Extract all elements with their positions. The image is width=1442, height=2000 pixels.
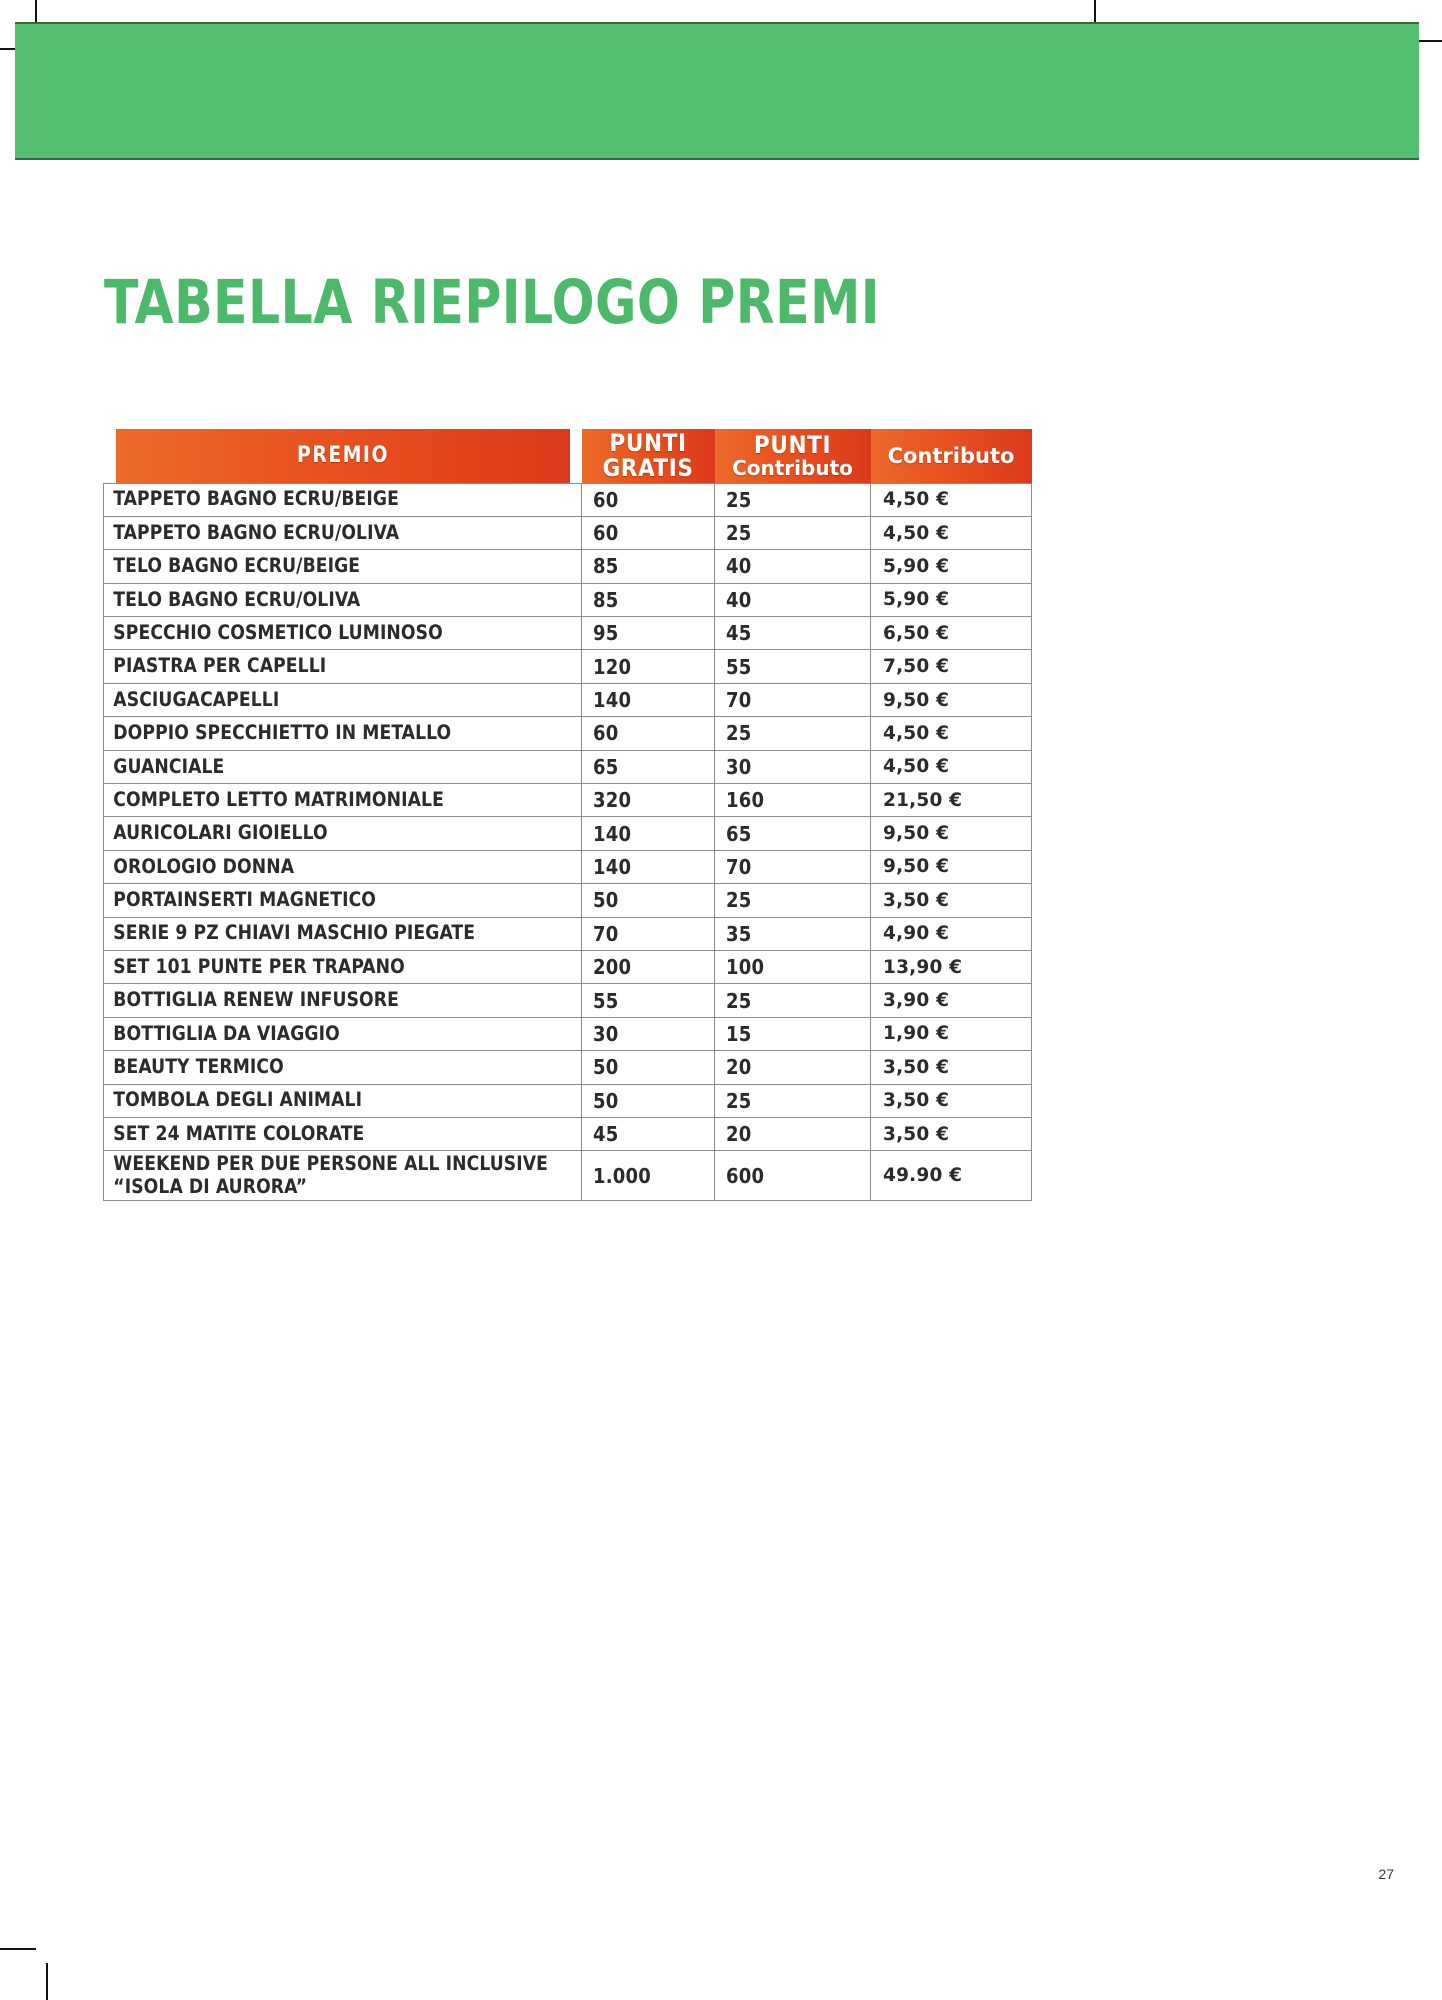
prize-summary-table (103, 429, 1032, 1201)
cell-punti-gratis: 70 (582, 917, 715, 950)
cell-punti-contributo: 35 (715, 917, 871, 950)
cell-punti-gratis: 140 (582, 850, 715, 883)
cell-premio: AURICOLARI GIOIELLO (104, 817, 572, 850)
cell-punti-contributo: 25 (715, 984, 871, 1017)
cell-premio: TELO BAGNO ECRU/BEIGE (104, 550, 572, 583)
cell-premio: SET 24 MATITE COLORATE (104, 1117, 572, 1150)
cell-premio: SERIE 9 PZ CHIAVI MASCHIO PIEGATE (104, 917, 572, 950)
cell-contributo: 3,50 € (871, 1117, 1032, 1150)
cell-contributo: 4,50 € (871, 750, 1032, 783)
page-number: 27 (1378, 1866, 1394, 1882)
cell-premio: SET 101 PUNTE PER TRAPANO (104, 950, 572, 983)
cell-punti-gratis: 45 (582, 1117, 715, 1150)
table-row (104, 850, 1032, 883)
table-row (104, 917, 1032, 950)
table-row (104, 550, 1032, 583)
cell-punti-contributo: 600 (715, 1151, 871, 1201)
cell-punti-gratis: 65 (582, 750, 715, 783)
cell-punti-contributo: 55 (715, 650, 871, 683)
cell-contributo: 21,50 € (871, 784, 1032, 817)
cell-punti-gratis: 60 (582, 717, 715, 750)
table-row (104, 483, 1032, 516)
cell-contributo: 9,50 € (871, 683, 1032, 716)
table-row (104, 617, 1032, 650)
prize-table-container (103, 429, 1031, 1201)
cell-punti-gratis: 50 (582, 1051, 715, 1084)
column-header-contributo: Contributo (871, 429, 1032, 483)
cell-premio-line2: “ISOLA DI AURORA” (112, 1174, 307, 1198)
crop-mark-bottom-left-vertical (46, 1963, 48, 2000)
cell-punti-contributo: 40 (715, 583, 871, 616)
cell-contributo: 3,50 € (871, 1084, 1032, 1117)
table-row (104, 1151, 1032, 1201)
table-row (104, 717, 1032, 750)
cell-contributo: 5,90 € (871, 550, 1032, 583)
column-header-punti-gratis (582, 429, 715, 483)
cell-contributo: 7,50 € (871, 650, 1032, 683)
cell-punti-contributo: 25 (715, 884, 871, 917)
cell-punti-contributo: 30 (715, 750, 871, 783)
cell-punti-gratis: 200 (582, 950, 715, 983)
cell-punti-gratis: 140 (582, 817, 715, 850)
cell-punti-contributo: 160 (715, 784, 871, 817)
crop-mark-bottom-left-horizontal (0, 1948, 36, 1950)
cell-punti-contributo: 20 (715, 1117, 871, 1150)
column-header-punti-contributo (715, 429, 871, 483)
cell-contributo: 9,50 € (871, 850, 1032, 883)
cell-premio: COMPLETO LETTO MATRIMONIALE (104, 784, 572, 817)
cell-premio: PIASTRA PER CAPELLI (104, 650, 572, 683)
cell-contributo: 4,90 € (871, 917, 1032, 950)
table-header-row (104, 429, 1032, 483)
table-header (104, 429, 1032, 483)
cell-premio: BOTTIGLIA RENEW INFUSORE (104, 984, 572, 1017)
table-row (104, 516, 1032, 549)
cell-premio: TAPPETO BAGNO ECRU/BEIGE (104, 483, 572, 516)
cell-premio-line1: WEEKEND PER DUE PERSONE ALL INCLUSIVE (112, 1152, 548, 1176)
cell-punti-contributo: 15 (715, 1017, 871, 1050)
cell-premio: ASCIUGACAPELLI (104, 683, 572, 716)
cell-contributo: 49.90 € (871, 1151, 1032, 1201)
cell-punti-gratis: 55 (582, 984, 715, 1017)
cell-contributo: 4,50 € (871, 717, 1032, 750)
table-row (104, 650, 1032, 683)
column-header-punti-gratis-line1: PUNTI (609, 429, 687, 458)
cell-punti-contributo: 40 (715, 550, 871, 583)
cell-punti-contributo: 70 (715, 850, 871, 883)
cell-punti-gratis: 30 (582, 1017, 715, 1050)
cell-premio: DOPPIO SPECCHIETTO IN METALLO (104, 717, 572, 750)
cell-punti-gratis: 1.000 (582, 1151, 715, 1201)
cell-premio: BEAUTY TERMICO (104, 1051, 572, 1084)
cell-premio: GUANCIALE (104, 750, 572, 783)
table-row (104, 784, 1032, 817)
table-row (104, 1084, 1032, 1117)
column-header-punti-contributo-line2: Contributo (732, 455, 853, 480)
cell-punti-gratis: 320 (582, 784, 715, 817)
cell-contributo: 1,90 € (871, 1017, 1032, 1050)
cell-premio: BOTTIGLIA DA VIAGGIO (104, 1017, 572, 1050)
cell-punti-gratis: 140 (582, 683, 715, 716)
cell-premio: PORTAINSERTI MAGNETICO (104, 884, 572, 917)
cell-contributo: 3,50 € (871, 884, 1032, 917)
table-row (104, 1051, 1032, 1084)
table-row (104, 1117, 1032, 1150)
cell-punti-contributo: 20 (715, 1051, 871, 1084)
cell-punti-contributo: 100 (715, 950, 871, 983)
cell-punti-contributo: 25 (715, 516, 871, 549)
table-row (104, 884, 1032, 917)
cell-punti-gratis: 50 (582, 1084, 715, 1117)
cell-punti-contributo: 65 (715, 817, 871, 850)
table-row (104, 750, 1032, 783)
cell-contributo: 9,50 € (871, 817, 1032, 850)
column-header-premio: PREMIO (115, 429, 569, 483)
cell-punti-contributo: 70 (715, 683, 871, 716)
cell-contributo: 4,50 € (871, 483, 1032, 516)
cell-punti-contributo: 25 (715, 1084, 871, 1117)
cell-contributo: 13,90 € (871, 950, 1032, 983)
cell-contributo: 5,90 € (871, 583, 1032, 616)
table-body (104, 483, 1032, 1201)
table-row (104, 817, 1032, 850)
cell-premio: TOMBOLA DEGLI ANIMALI (104, 1084, 572, 1117)
column-header-punti-contributo-line1: PUNTI (753, 431, 832, 460)
table-row (104, 950, 1032, 983)
cell-punti-gratis: 120 (582, 650, 715, 683)
cell-contributo: 3,50 € (871, 1051, 1032, 1084)
cell-punti-gratis: 60 (582, 516, 715, 549)
top-green-banner (15, 22, 1419, 160)
cell-premio: OROLOGIO DONNA (104, 850, 572, 883)
cell-contributo: 6,50 € (871, 617, 1032, 650)
cell-punti-gratis: 50 (582, 884, 715, 917)
cell-punti-gratis: 60 (582, 483, 715, 516)
cell-premio: SPECCHIO COSMETICO LUMINOSO (104, 617, 572, 650)
cell-punti-contributo: 45 (715, 617, 871, 650)
cell-punti-gratis: 85 (582, 583, 715, 616)
column-header-punti-gratis-line2: GRATIS (602, 453, 694, 482)
cell-punti-gratis: 85 (582, 550, 715, 583)
cell-contributo: 3,90 € (871, 984, 1032, 1017)
cell-contributo: 4,50 € (871, 516, 1032, 549)
cell-premio (104, 1151, 572, 1201)
table-row (104, 984, 1032, 1017)
cell-punti-gratis: 95 (582, 617, 715, 650)
cell-premio: TELO BAGNO ECRU/OLIVA (104, 583, 572, 616)
cell-premio: TAPPETO BAGNO ECRU/OLIVA (104, 516, 572, 549)
table-row (104, 683, 1032, 716)
cell-punti-contributo: 25 (715, 717, 871, 750)
table-row (104, 583, 1032, 616)
table-row (104, 1017, 1032, 1050)
cell-punti-contributo: 25 (715, 483, 871, 516)
page-title: TABELLA RIEPILOGO PREMI (104, 267, 881, 338)
